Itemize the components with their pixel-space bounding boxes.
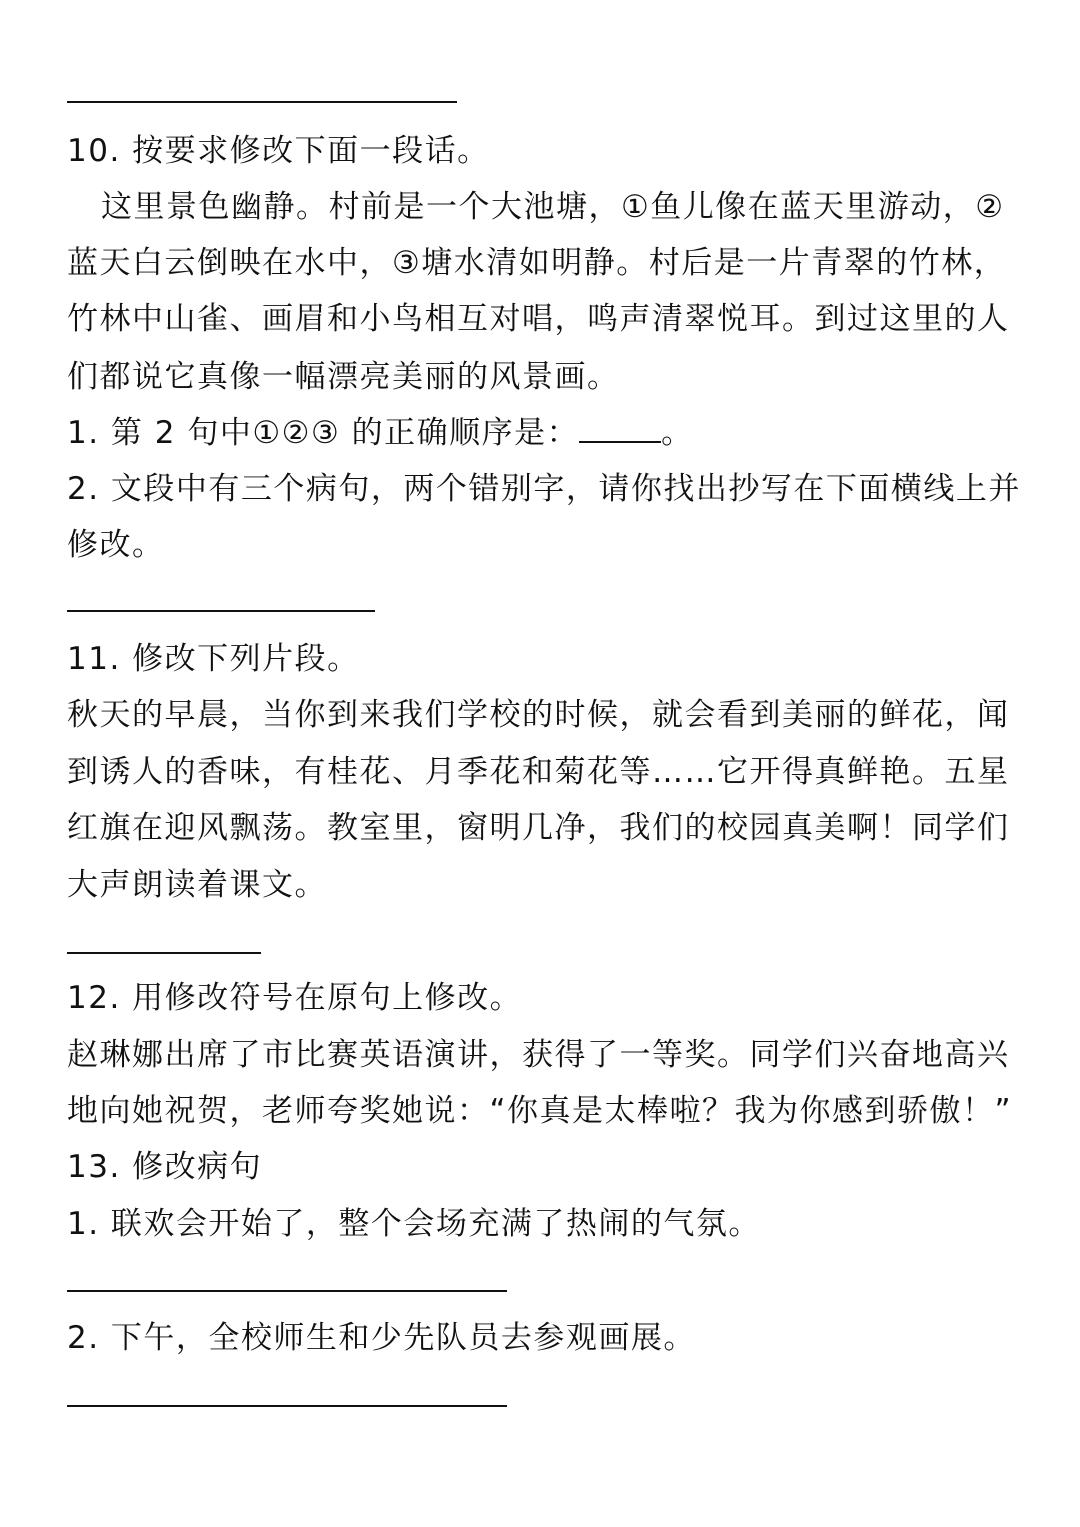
question-12-passage-line-1: 赵琳娜出席了市比赛英语演讲，获得了一等奖。同学们兴奋地高兴	[67, 1037, 1010, 1073]
answer-line-q10[interactable]	[67, 610, 375, 612]
question-10-sub-1-text: 1. 第 2 句中①②③ 的正确顺序是：	[67, 415, 580, 451]
question-11-passage-line-3: 红旗在迎风飘荡。教室里，窗明几净，我们的校园真美啊！同学们	[67, 810, 1010, 846]
question-11-heading: 11. 修改下列片段。	[67, 641, 360, 677]
answer-blank[interactable]	[579, 415, 661, 443]
question-10-heading: 10. 按要求修改下面一段话。	[67, 133, 490, 169]
question-10-sub-1-end: 。	[661, 415, 694, 451]
answer-line-q13-item-2[interactable]	[67, 1405, 507, 1407]
question-10-sub-2-line-2: 修改。	[67, 527, 165, 563]
question-13-item-2: 2. 下午，全校师生和少先队员去参观画展。	[67, 1320, 696, 1356]
question-10-sub-1	[67, 413, 694, 453]
question-10-passage-line-3: 竹林中山雀、画眉和小鸟相互对唱，鸣声清翠悦耳。到过这里的人	[67, 301, 1010, 337]
question-10-sub-2-line-1: 2. 文段中有三个病句，两个错别字，请你找出抄写在下面横线上并	[67, 471, 1021, 507]
answer-line-top[interactable]	[67, 101, 457, 103]
question-11-passage-line-1: 秋天的早晨，当你到来我们学校的时候，就会看到美丽的鲜花，闻	[67, 697, 1010, 733]
question-12-passage-line-2: 地向她祝贺，老师夸奖她说：“你真是太棒啦？我为你感到骄傲！”	[67, 1093, 1013, 1129]
answer-line-q11[interactable]	[67, 952, 261, 954]
question-10-passage-line-1: 这里景色幽静。村前是一个大池塘，①鱼儿像在蓝天里游动，②	[101, 189, 1005, 225]
question-13-item-1: 1. 联欢会开始了，整个会场充满了热闹的气氛。	[67, 1206, 761, 1242]
question-10-passage-line-2: 蓝天白云倒映在水中，③塘水清如明静。村后是一片青翠的竹林，	[67, 245, 1007, 281]
answer-line-q13-item-1[interactable]	[67, 1290, 507, 1292]
question-13-heading: 13. 修改病句	[67, 1149, 263, 1185]
question-12-heading: 12. 用修改符号在原句上修改。	[67, 980, 523, 1016]
question-10-passage-line-4: 们都说它真像一幅漂亮美丽的风景画。	[67, 359, 620, 395]
question-11-passage-line-2: 到诱人的香味，有桂花、月季花和菊花等……它开得真鲜艳。五星	[67, 754, 1010, 790]
question-11-passage-line-4: 大声朗读着课文。	[67, 867, 327, 903]
